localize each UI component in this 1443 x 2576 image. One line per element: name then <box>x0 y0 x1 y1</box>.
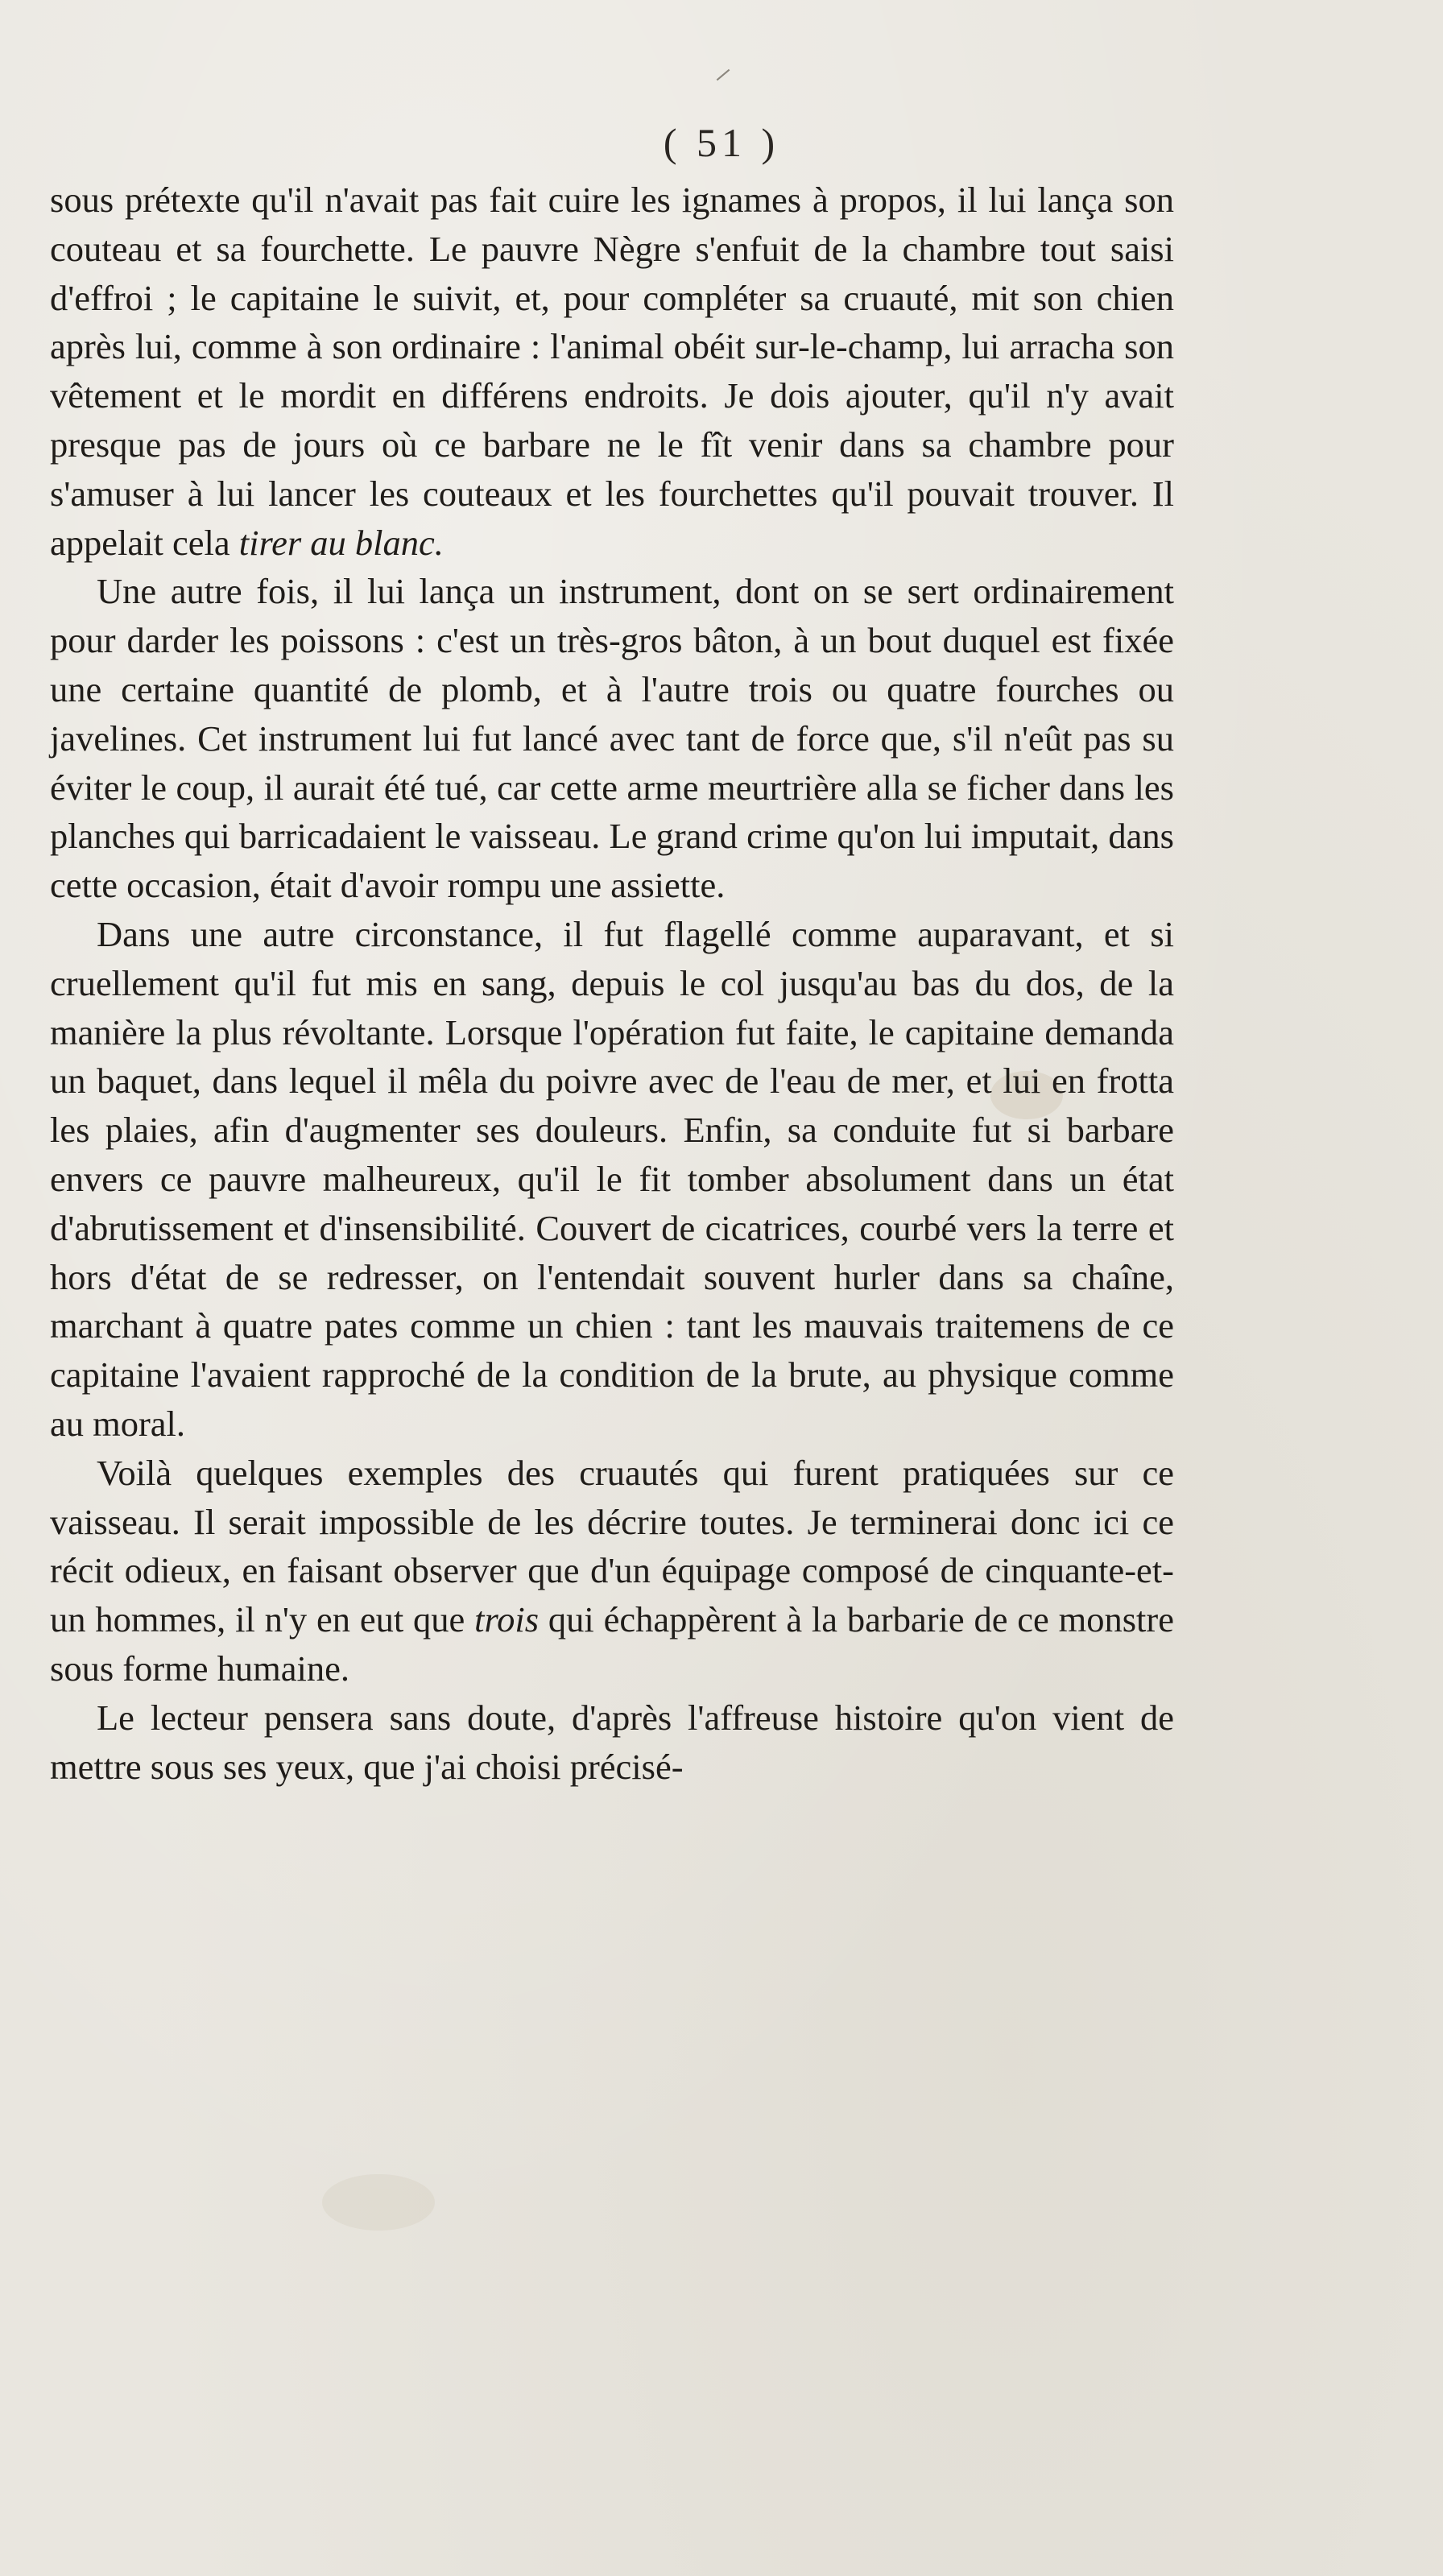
paragraph <box>50 1693 1174 1792</box>
page-number: ( 51 ) <box>663 120 780 165</box>
body-text <box>50 176 1174 1791</box>
paragraph <box>50 176 1174 567</box>
ink-mark <box>717 69 730 81</box>
paragraph <box>50 910 1174 1449</box>
paragraph <box>50 567 1174 910</box>
paragraph <box>50 1449 1174 1693</box>
italic-text: tirer au blanc. <box>238 522 444 563</box>
text-segment: Le lecteur pensera sans doute, d'après l'affreuse histoire qu'on vient de mettre sous ses yeux, que j'ai choisi précisé- <box>50 1697 1174 1787</box>
italic-text: trois <box>474 1599 540 1640</box>
text-segment: Une autre fois, il lui lança un instrument, dont on se sert ordinairement pour darder les poissons : c'est un très-gros bâton, à un bout duquel est fixée une certaine quantité de plomb, et à l'autre trois ou quatre fourches ou javelines. Cet instrument lui fut lancé avec tant de force que, s'il n'eût pas su éviter le coup, il aurait été tué, car cette arme meurtrière alla se ficher dans les planches qui barricadaient le vaisseau. Le grand crime qu'on lui imputait, dans cette occasion, était d'avoir rompu une assiette. <box>50 571 1174 906</box>
text-segment: Dans une autre circonstance, il fut flagellé comme auparavant, et si cruellement qu'il fut mis en sang, depuis le col jusqu'au bas du dos, de la manière la plus révoltante. Lorsque l'opération fut faite, le capitaine demanda un baquet, dans lequel il mêla du poivre avec de l'eau de mer, et lui en frotta les plaies, afin d'augmenter ses douleurs. Enfin, sa conduite fut si barbare envers ce pauvre malheureux, qu'il le fit tomber absolument dans un état d'abrutissement et d'insensibilité. Couvert de cicatrices, courbé vers la terre et hors d'état de se redresser, on l'entendait souvent hurler dans sa chaîne, marchant à quatre pates comme un chien : tant les mauvais traitemens de ce capitaine l'avaient rapproché de la condition de la brute, au physique comme au moral. <box>50 913 1174 1444</box>
paper-stain <box>322 2174 435 2231</box>
text-segment: Voilà quelques exemples des cruautés qui furent pratiquées sur ce vaisseau. Il serait impossible de les décrire toutes. Je terminerai donc ici ce récit odieux, en faisant observer que d'un équipage composé de cinquante-et-un hommes, il n'y en eut que <box>50 1452 1174 1640</box>
text-segment: sous prétexte qu'il n'avait pas fait cuire les ignames à propos, il lui lança son couteau et sa fourchette. Le pauvre Nègre s'enfuit de la chambre tout saisi d'effroi ; le capitaine le suivit, et, pour compléter sa cruauté, mit son chien après lui, comme à son ordinaire : l'animal obéit sur-le-champ, lui arracha son vêtement et le mordit en différens endroits. Je dois ajouter, qu'il n'y avait presque pas de jours où ce barbare ne le fît venir dans sa chambre pour s'amuser à lui lancer les couteaux et les fourchettes qu'il pouvait trouver. Il appelait cela <box>50 180 1174 563</box>
text-segment: qui échappèrent à la barbarie de ce monstre sous forme humaine. <box>50 1599 1174 1689</box>
